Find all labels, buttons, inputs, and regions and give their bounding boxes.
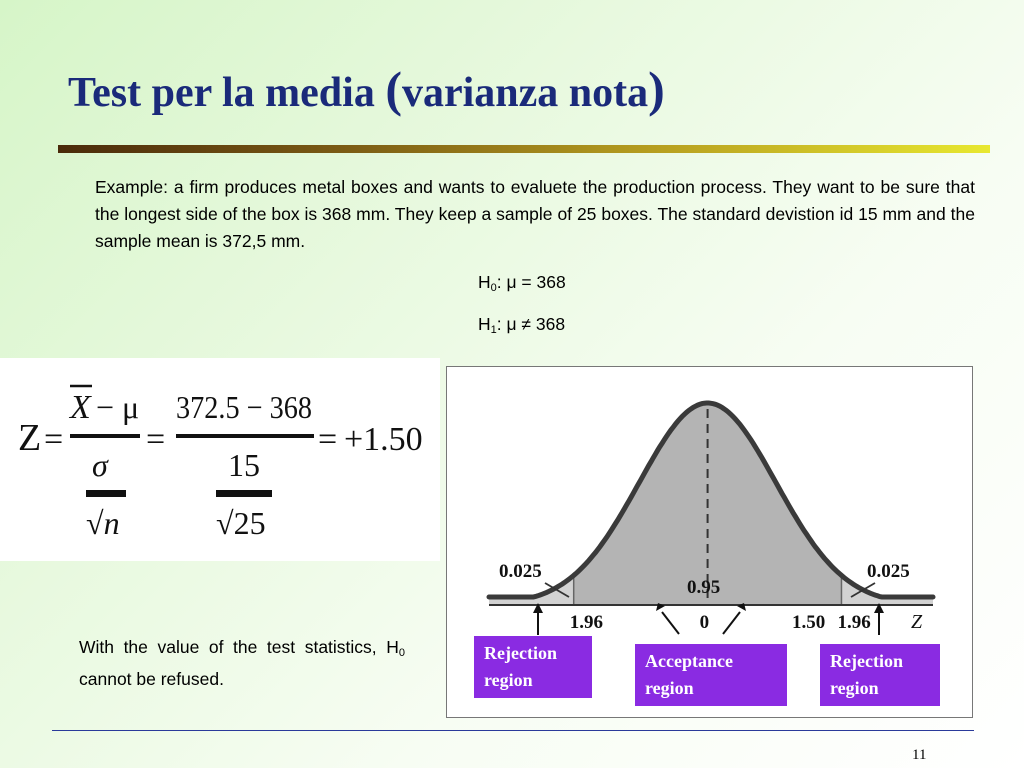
z-formula xyxy=(0,358,440,561)
title-divider xyxy=(58,145,990,153)
h0-statement: : μ = 368 xyxy=(496,272,566,292)
formula-sigma: σ xyxy=(92,447,108,483)
sqrt-25-bar xyxy=(216,490,272,497)
formula-sqrt-n: √n xyxy=(86,505,120,541)
left-tail-label: 0.025 xyxy=(499,561,542,582)
acceptance-line2: region xyxy=(645,678,694,698)
acceptance-arrow-left xyxy=(662,612,679,634)
tick-label-1-96: 1.96 xyxy=(837,612,871,633)
rejection-right-line2: region xyxy=(830,678,879,698)
h0-subscript: 0 xyxy=(490,282,497,294)
tick-label-1-50: 1.50 xyxy=(792,612,826,633)
right-tail-label: 0.025 xyxy=(867,561,910,582)
normal-distribution-chart xyxy=(446,366,973,718)
h0-letter: H xyxy=(478,272,491,292)
page-number: 11 xyxy=(912,747,927,763)
x-axis-label: Z xyxy=(911,611,923,633)
formula-xbar: X xyxy=(70,389,91,426)
tick-label-zero: 0 xyxy=(699,612,710,633)
h1-statement: : μ ≠ 368 xyxy=(496,314,566,334)
rejection-right-line1: Rejection xyxy=(830,651,903,671)
h1-subscript: 1 xyxy=(490,324,497,336)
title-inner: varianza nota xyxy=(402,70,649,116)
h1-letter: H xyxy=(478,314,491,334)
formula-eq-2: = xyxy=(146,421,166,458)
conclusion-subscript: 0 xyxy=(398,647,405,659)
title-paren-open: ( xyxy=(385,61,402,117)
formula-eq-3: = xyxy=(318,421,338,458)
conclusion-text xyxy=(79,634,405,692)
conclusion-before: With the value of the test statistics, H xyxy=(79,637,399,657)
center-area-label: 0.95 xyxy=(687,577,721,598)
conclusion-after: cannot be refused. xyxy=(79,669,224,689)
rejection-region-left xyxy=(473,635,593,699)
null-hypothesis xyxy=(478,272,566,294)
fraction-bar-2 xyxy=(176,434,314,438)
slide-title xyxy=(68,60,665,118)
footer-divider xyxy=(52,730,974,731)
formula-eq-1: = xyxy=(44,421,64,458)
formula-sqrt-25: √25 xyxy=(216,505,266,541)
formula-minus-mu: − μ xyxy=(96,389,140,425)
formula-denominator-value: 15 xyxy=(228,447,260,483)
rejection-left-line1: Rejection xyxy=(484,643,557,663)
acceptance-line1: Acceptance xyxy=(645,651,733,671)
alternative-hypothesis xyxy=(478,314,565,336)
example-text: Example: a firm produces metal boxes and wants to evaluete the production process. They want to be sure that the longest side of the box is 368 mm. They keep a sample of 25 boxes. The standard devistion id 15 mm and the sample mean is 372,5 mm. xyxy=(95,177,975,251)
rejection-region-right xyxy=(819,643,941,707)
formula-z: Z xyxy=(18,417,42,459)
acceptance-arrow-right xyxy=(723,612,740,634)
tick-label-neg-1-96: 1.96 xyxy=(569,612,603,633)
fraction-bar-1 xyxy=(70,434,140,438)
z-formula-panel xyxy=(0,358,440,561)
formula-result: +1.50 xyxy=(344,421,423,458)
title-paren-close: ) xyxy=(648,61,665,117)
rejection-left-line2: region xyxy=(484,670,533,690)
title-main: Test per la media xyxy=(68,70,386,116)
formula-numerator-value: 372.5 − 368 xyxy=(176,389,312,425)
sqrt-n-bar xyxy=(86,490,126,497)
acceptance-region xyxy=(634,643,788,707)
